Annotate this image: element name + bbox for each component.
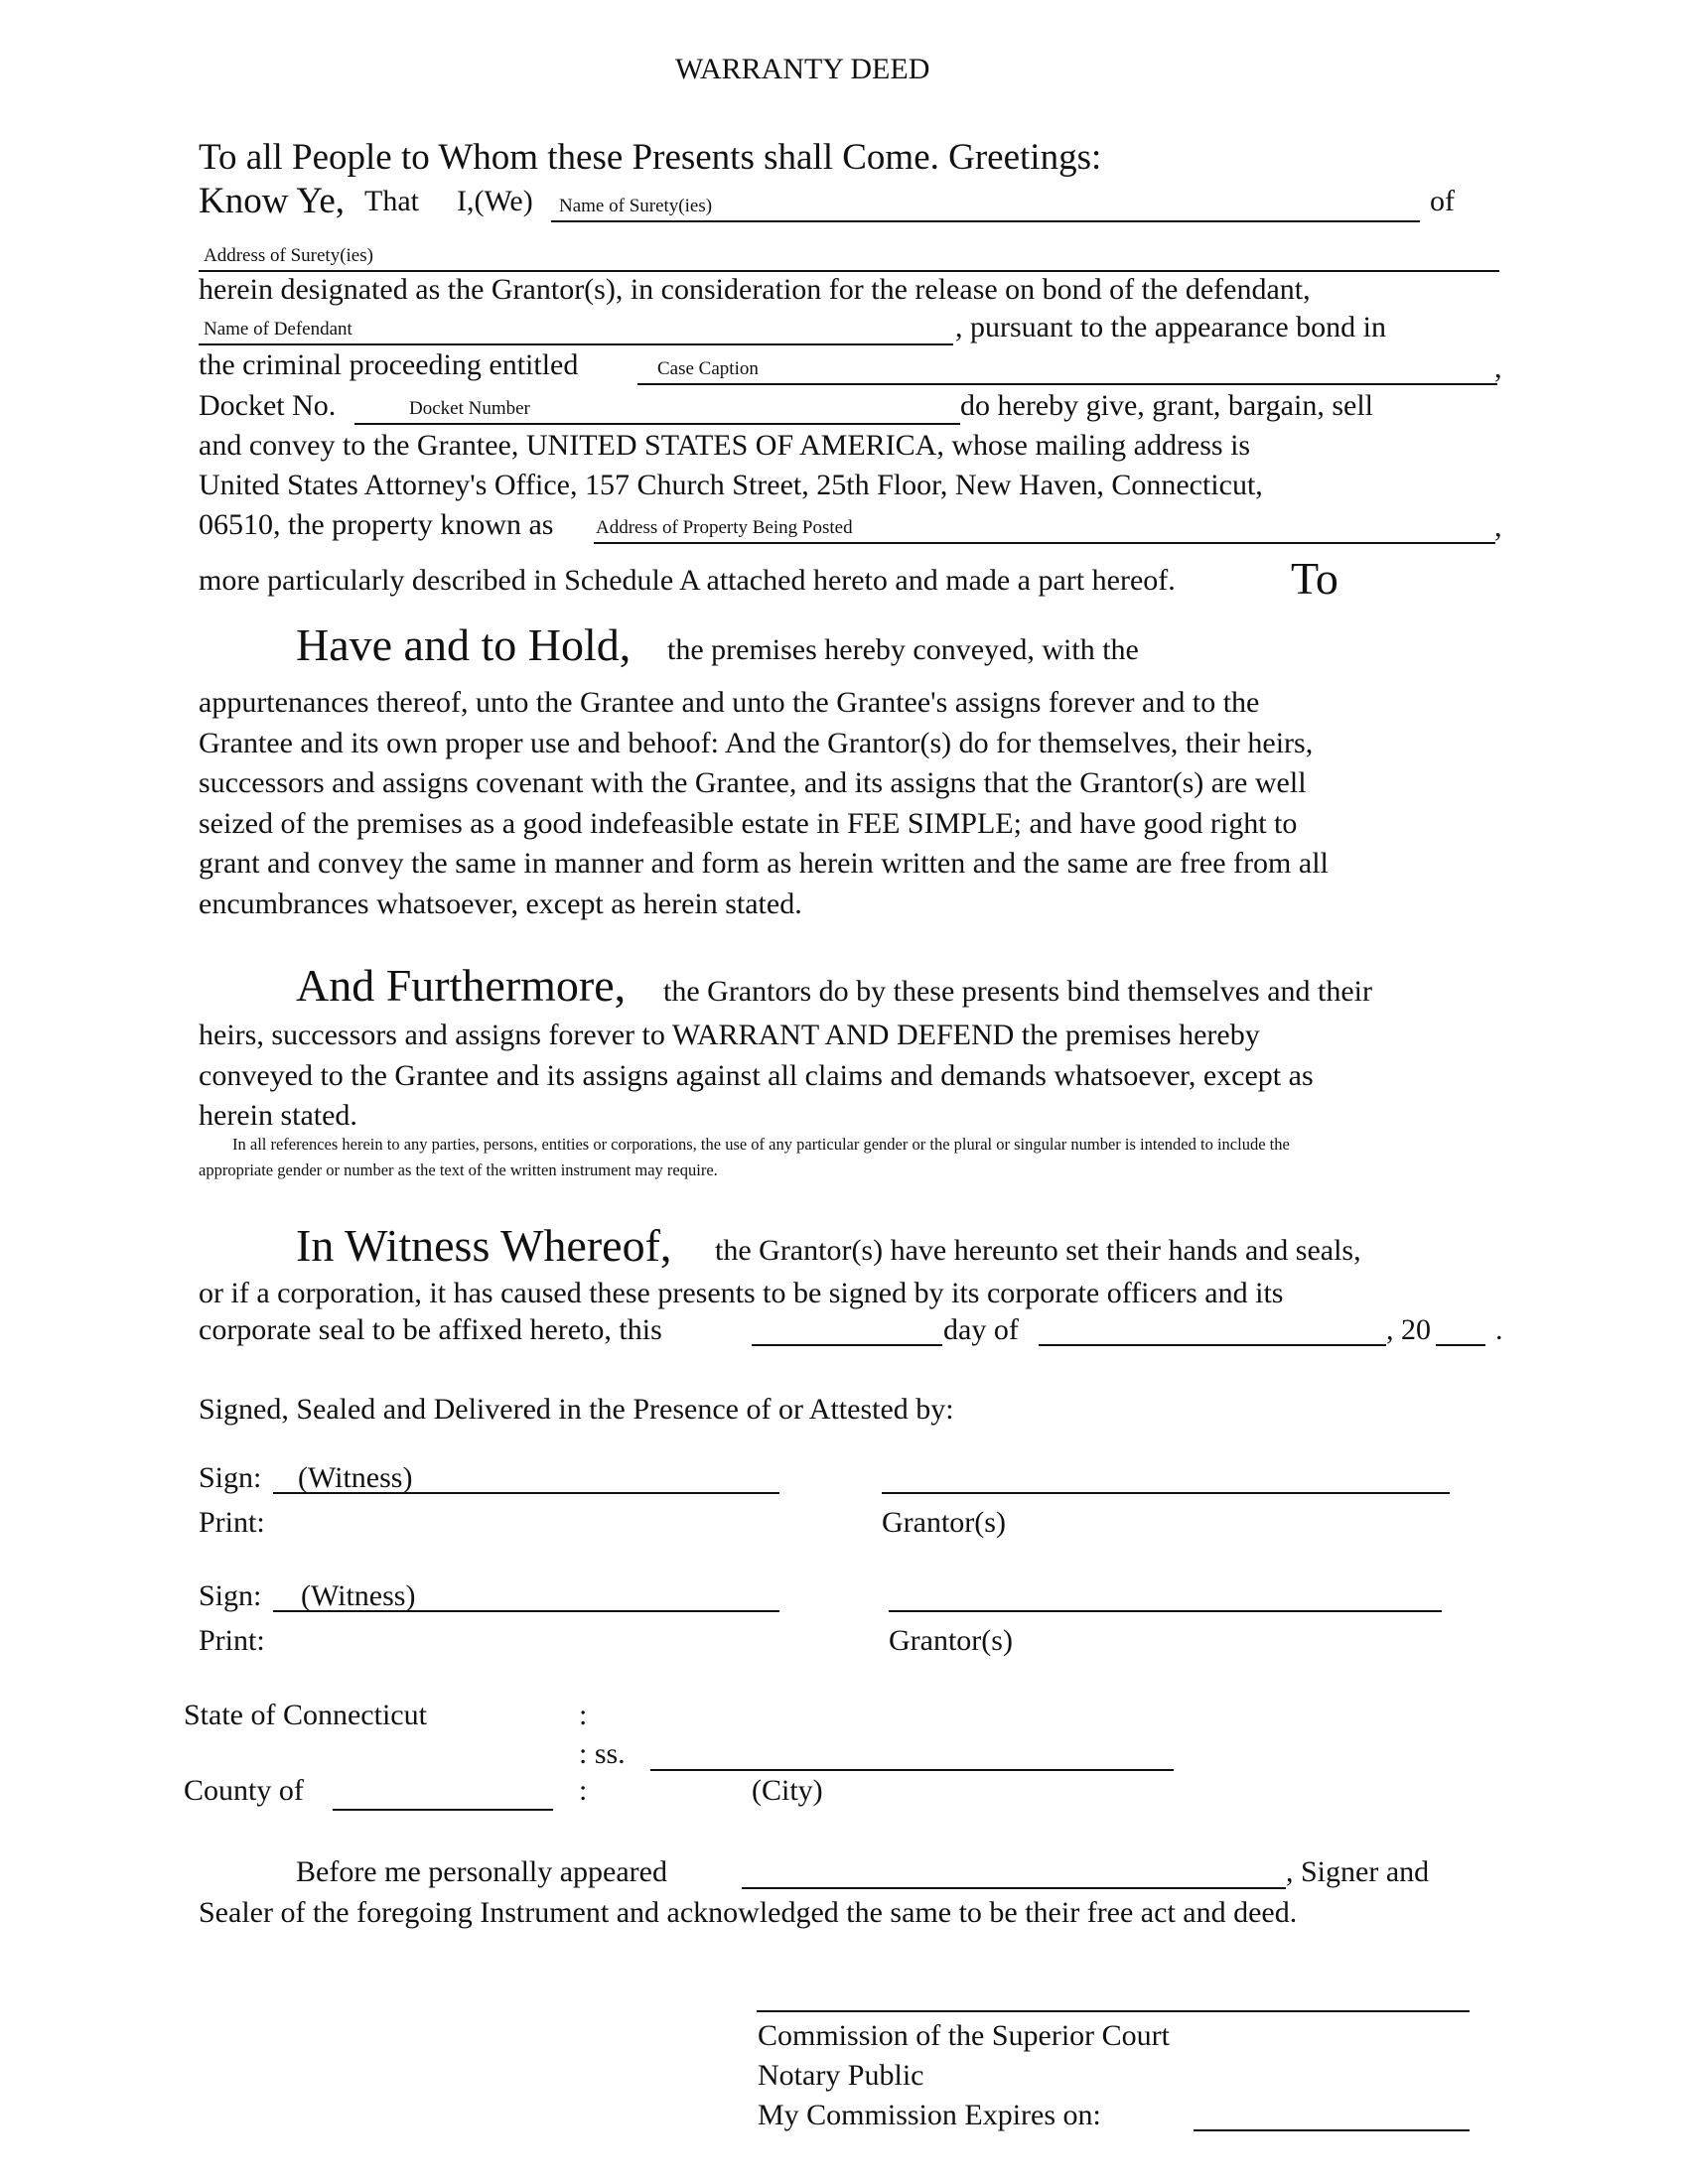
gender-note-line: appropriate gender or number as the text of the written instrument may require. [199, 1160, 718, 1179]
page-title: WARRANTY DEED [675, 53, 930, 85]
that-text: That [364, 185, 419, 217]
docket-number-field[interactable] [354, 397, 960, 425]
print-label-2: Print: [199, 1624, 265, 1657]
comma-1: , [1494, 351, 1502, 384]
habendum-line: seized of the premises as a good indefeasible estate in FEE SIMPLE; and have good right to [199, 806, 1298, 840]
appeared-tail: , Signer and [1286, 1855, 1430, 1888]
witness-line-3: corporate seal to be affixed hereto, this [199, 1313, 662, 1346]
intro-line-6-tail: do hereby give, grant, bargain, sell [960, 389, 1373, 422]
commission-line-1: Commission of the Superior Court [758, 2019, 1170, 2052]
intro-line-8: United States Attorney's Office, 157 Church Street, 25th Floor, New Haven, Connecticut, [199, 469, 1263, 501]
commission-line-3: My Commission Expires on: [758, 2099, 1101, 2131]
commission-expires-field[interactable] [1194, 2129, 1470, 2131]
property-address-field[interactable] [594, 516, 1495, 544]
intro-line-10: more particularly described in Schedule A attached hereto and made a part hereof. [199, 564, 1176, 597]
period: . [1495, 1313, 1503, 1346]
defendant-placeholder: Name of Defendant [204, 319, 352, 340]
intro-line-4-tail: , pursuant to the appearance bond in [955, 311, 1387, 343]
of-text: of [1430, 185, 1455, 217]
witness-signature-line-2[interactable] [273, 1610, 779, 1612]
attested-text: Signed, Sealed and Delivered in the Presence of or Attested by: [199, 1393, 954, 1426]
witness-signature-line-1[interactable] [273, 1492, 779, 1494]
furthermore-line: herein stated. [199, 1099, 357, 1132]
habendum-line: appurtenances thereof, unto the Grantee and unto the Grantee's assigns forever and to the [199, 686, 1260, 719]
case-caption-placeholder: Case Caption [657, 358, 759, 379]
grantor-signature-line-2[interactable] [889, 1610, 1442, 1612]
grantor-signature-line-1[interactable] [882, 1492, 1450, 1494]
appeared-text: Before me personally appeared [296, 1855, 667, 1888]
county-label: County of [184, 1774, 304, 1807]
gender-note [199, 1132, 1509, 1183]
furthermore-heading: And Furthermore, [296, 960, 627, 1011]
habendum-body [199, 683, 1509, 924]
day-of-text: day of [943, 1313, 1019, 1346]
case-caption-field[interactable] [637, 357, 1497, 385]
colon-2: : [579, 1774, 588, 1807]
habendum-line: successors and assigns covenant with the Grantee, and its assigns that the Grantor(s) are well [199, 766, 1307, 799]
intro-line-7: and convey to the Grantee, UNITED STATES OF AMERICA, whose mailing address is [199, 429, 1251, 462]
greeting: To all People to Whom these Presents shall Come. Greetings: [199, 137, 1102, 178]
sign-label-1: Sign: [199, 1461, 262, 1494]
habendum-heading-tail: the premises hereby conveyed, with the [667, 633, 1139, 666]
furthermore-heading-tail: the Grantors do by these presents bind themselves and their [663, 975, 1372, 1008]
witness-label-1: (Witness) [298, 1461, 413, 1494]
intro-line-9: 06510, the property known as [199, 508, 554, 541]
surety-address-placeholder: Address of Surety(ies) [204, 245, 373, 266]
know-ye: Know Ye, [199, 181, 346, 221]
furthermore-line: heirs, successors and assigns forever to WARRANT AND DEFEND the premises hereby [199, 1019, 1260, 1051]
habendum-heading: Have and to Hold, [296, 619, 632, 670]
month-field[interactable] [1039, 1344, 1386, 1346]
surety-name-placeholder: Name of Surety(ies) [559, 196, 713, 216]
witness-line-2: or if a corporation, it has caused these presents to be signed by its corporate officers and its [199, 1277, 1284, 1309]
city-label: (City) [752, 1774, 823, 1807]
surety-address-field[interactable] [199, 244, 1499, 272]
print-label-1: Print: [199, 1506, 265, 1539]
appeared-name-field[interactable] [742, 1887, 1286, 1889]
witness-heading: In Witness Whereof, [296, 1220, 672, 1271]
docket-label: Docket No. [199, 389, 337, 422]
witness-heading-tail: the Grantor(s) have hereunto set their hands and seals, [715, 1234, 1361, 1267]
witness-label-2: (Witness) [301, 1579, 416, 1612]
intro-line-3: herein designated as the Grantor(s), in consideration for the release on bond of the defendant, [199, 273, 1311, 306]
surety-name-field[interactable] [551, 195, 1420, 222]
county-field[interactable] [333, 1809, 553, 1811]
grantor-label-2: Grantor(s) [889, 1624, 1013, 1657]
intro-line-5: the criminal proceeding entitled [199, 348, 579, 381]
habendum-line: grant and convey the same in manner and form as herein written and the same are free from all [199, 847, 1329, 880]
sign-label-2: Sign: [199, 1579, 262, 1612]
appeared-line-2: Sealer of the foregoing Instrument and acknowledged the same to be their free act and deed. [199, 1896, 1298, 1929]
year-field[interactable] [1436, 1344, 1485, 1346]
habendum-line: Grantee and its own proper use and behoof: And the Grantor(s) do for themselves, their heirs, [199, 726, 1314, 759]
habendum-line: encumbrances whatsoever, except as herein stated. [199, 887, 802, 920]
docket-placeholder: Docket Number [409, 398, 530, 419]
grantor-label-1: Grantor(s) [882, 1506, 1006, 1539]
colon-1: : [579, 1699, 588, 1731]
gender-note-line: In all references herein to any parties, persons, entities or corporations, the use of any particular gender or the plural or singular number is intended to include the [232, 1135, 1290, 1154]
city-field[interactable] [650, 1769, 1174, 1771]
notary-signature-line[interactable] [757, 2010, 1470, 2012]
day-field[interactable] [752, 1344, 942, 1346]
i-we-text: I,(We) [457, 185, 533, 217]
ss-text: : ss. [579, 1737, 626, 1770]
furthermore-body [199, 1016, 1509, 1137]
comma-2: , [1494, 510, 1502, 543]
defendant-name-field[interactable] [199, 318, 953, 345]
year-prefix: , 20 [1386, 1313, 1431, 1346]
property-placeholder: Address of Property Being Posted [596, 517, 853, 538]
furthermore-line: conveyed to the Grantee and its assigns against all claims and demands whatsoever, except as [199, 1058, 1314, 1092]
to-word: To [1291, 553, 1338, 604]
state-label: State of Connecticut [184, 1699, 427, 1731]
commission-line-2: Notary Public [758, 2059, 924, 2092]
